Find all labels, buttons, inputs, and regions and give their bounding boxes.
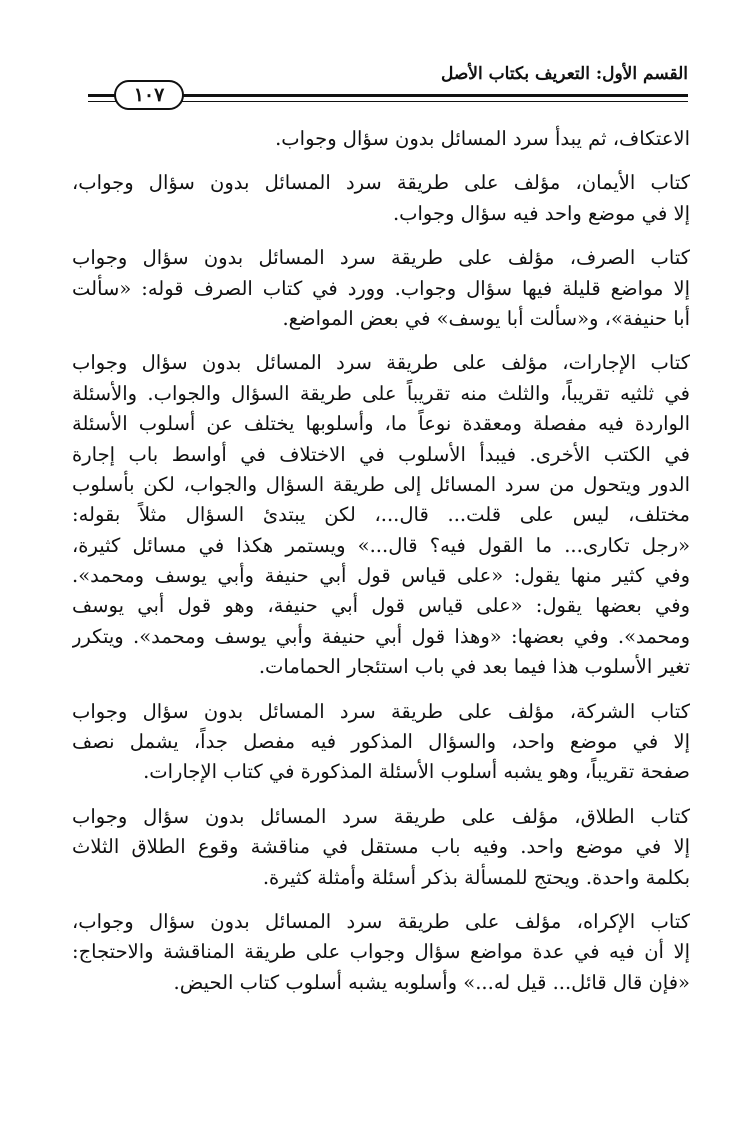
text-line: كتاب الصرف، مؤلف على طريقة سرد المسائل بدون سؤال وجواب bbox=[72, 246, 690, 270]
paragraph-itikaf bbox=[72, 124, 690, 154]
text-line: كتاب الشركة، مؤلف على طريقة سرد المسائل بدون سؤال وجواب bbox=[72, 699, 690, 723]
running-title: القسم الأول: التعريف بكتاب الأصل bbox=[440, 64, 688, 84]
text-line: «فإن قال قائل... قيل له...» وأسلوبه يشبه أسلوب كتاب الحيض. bbox=[173, 970, 690, 994]
text-line: إلا في موضع واحد فيه سؤال وجواب. bbox=[392, 201, 690, 225]
text-line: إلا أن فيه في عدة مواضع سؤال وجواب على طريقة المناقشة والاحتجاج: bbox=[72, 940, 690, 964]
paragraph-kitab-al-ayman bbox=[72, 168, 690, 229]
text-line: مختلف، ليس على قلت... قال...، لكن يبتدئ السؤال مثلاً بقوله: bbox=[72, 503, 690, 527]
paragraph-kitab-al-talaq bbox=[72, 802, 690, 893]
paragraph-kitab-al-sarf bbox=[72, 243, 690, 334]
paragraph-kitab-al-sharika bbox=[72, 697, 690, 788]
text-line: في ثلثيه تقريباً، والثلث منه تقريباً على طريقة السؤال والجواب. والأسئلة bbox=[72, 381, 690, 405]
text-line: صفحة تقريباً، وهو يشبه أسلوب الأسئلة المذكورة في كتاب الإجارات. bbox=[143, 760, 690, 784]
text-line: ومحمد». وفي بعضها: «وهذا قول أبي حنيفة وأبي يوسف ومحمد». ويتكرر bbox=[72, 624, 690, 648]
text-line: وفي كثير منها يقول: «على قياس قول أبي حنيفة وأبي يوسف ومحمد». bbox=[72, 564, 690, 588]
text-line: إلا مواضع قليلة فيها سؤال وجواب. وورد في كتاب الصرف قوله: «سألت bbox=[72, 276, 690, 300]
text-line: وفي بعضها يقول: «على قياس قول أبي حنيفة، وهو قول أبي يوسف bbox=[72, 594, 690, 618]
text-line: إلا في موضع واحد. وفيه باب مستقل في مناقشة وقوع الطلاق الثلاث bbox=[72, 835, 690, 859]
text-line: إلا في موضع واحد، والسؤال المذكور فيه مفصل جداً، يشمل نصف bbox=[72, 730, 690, 754]
text-line: الدور ويتحول من سرد المسائل إلى طريقة السؤال والجواب، لكن بأسلوب bbox=[72, 472, 690, 496]
text-line: كتاب الإكراه، مؤلف على طريقة سرد المسائل بدون سؤال وجواب، bbox=[72, 909, 690, 933]
text-line: أبا حنيفة»، و«سألت أبا يوسف» في بعض المواضع. bbox=[282, 306, 690, 330]
text-line: تغير الأسلوب هذا فيما بعد في باب استئجار الحمامات. bbox=[258, 655, 690, 679]
paragraph-kitab-al-ijarat bbox=[72, 348, 690, 682]
text-line: كتاب الطلاق، مؤلف على طريقة سرد المسائل بدون سؤال وجواب bbox=[72, 804, 690, 828]
page-number: ١٠٧ bbox=[114, 80, 184, 110]
text-line: في الكتب الأخرى. فيبدأ الأسلوب في الاختلاف في أواسط باب إجارة bbox=[72, 442, 690, 466]
text-line: كتاب الإجارات، مؤلف على طريقة سرد المسائل بدون سؤال وجواب bbox=[72, 351, 690, 375]
page-header bbox=[88, 60, 688, 110]
text-line: الاعتكاف، ثم يبدأ سرد المسائل بدون سؤال وجواب. bbox=[275, 127, 690, 150]
body-text bbox=[72, 124, 690, 1012]
paragraph-kitab-al-ikrah bbox=[72, 907, 690, 998]
text-line: «رجل تكارى... ما القول فيه؟ قال...» ويستمر هكذا في مسائل كثيرة، bbox=[72, 533, 690, 557]
text-line: كتاب الأيمان، مؤلف على طريقة سرد المسائل بدون سؤال وجواب، bbox=[72, 171, 690, 195]
text-line: بكلمة واحدة. ويحتج للمسألة بذكر أسئلة وأمثلة كثيرة. bbox=[262, 865, 690, 889]
text-line: الواردة فيه مفصلة ومعقدة نوعاً ما، وأسلوبها يختلف عن أسلوب الأسئلة bbox=[72, 412, 690, 436]
